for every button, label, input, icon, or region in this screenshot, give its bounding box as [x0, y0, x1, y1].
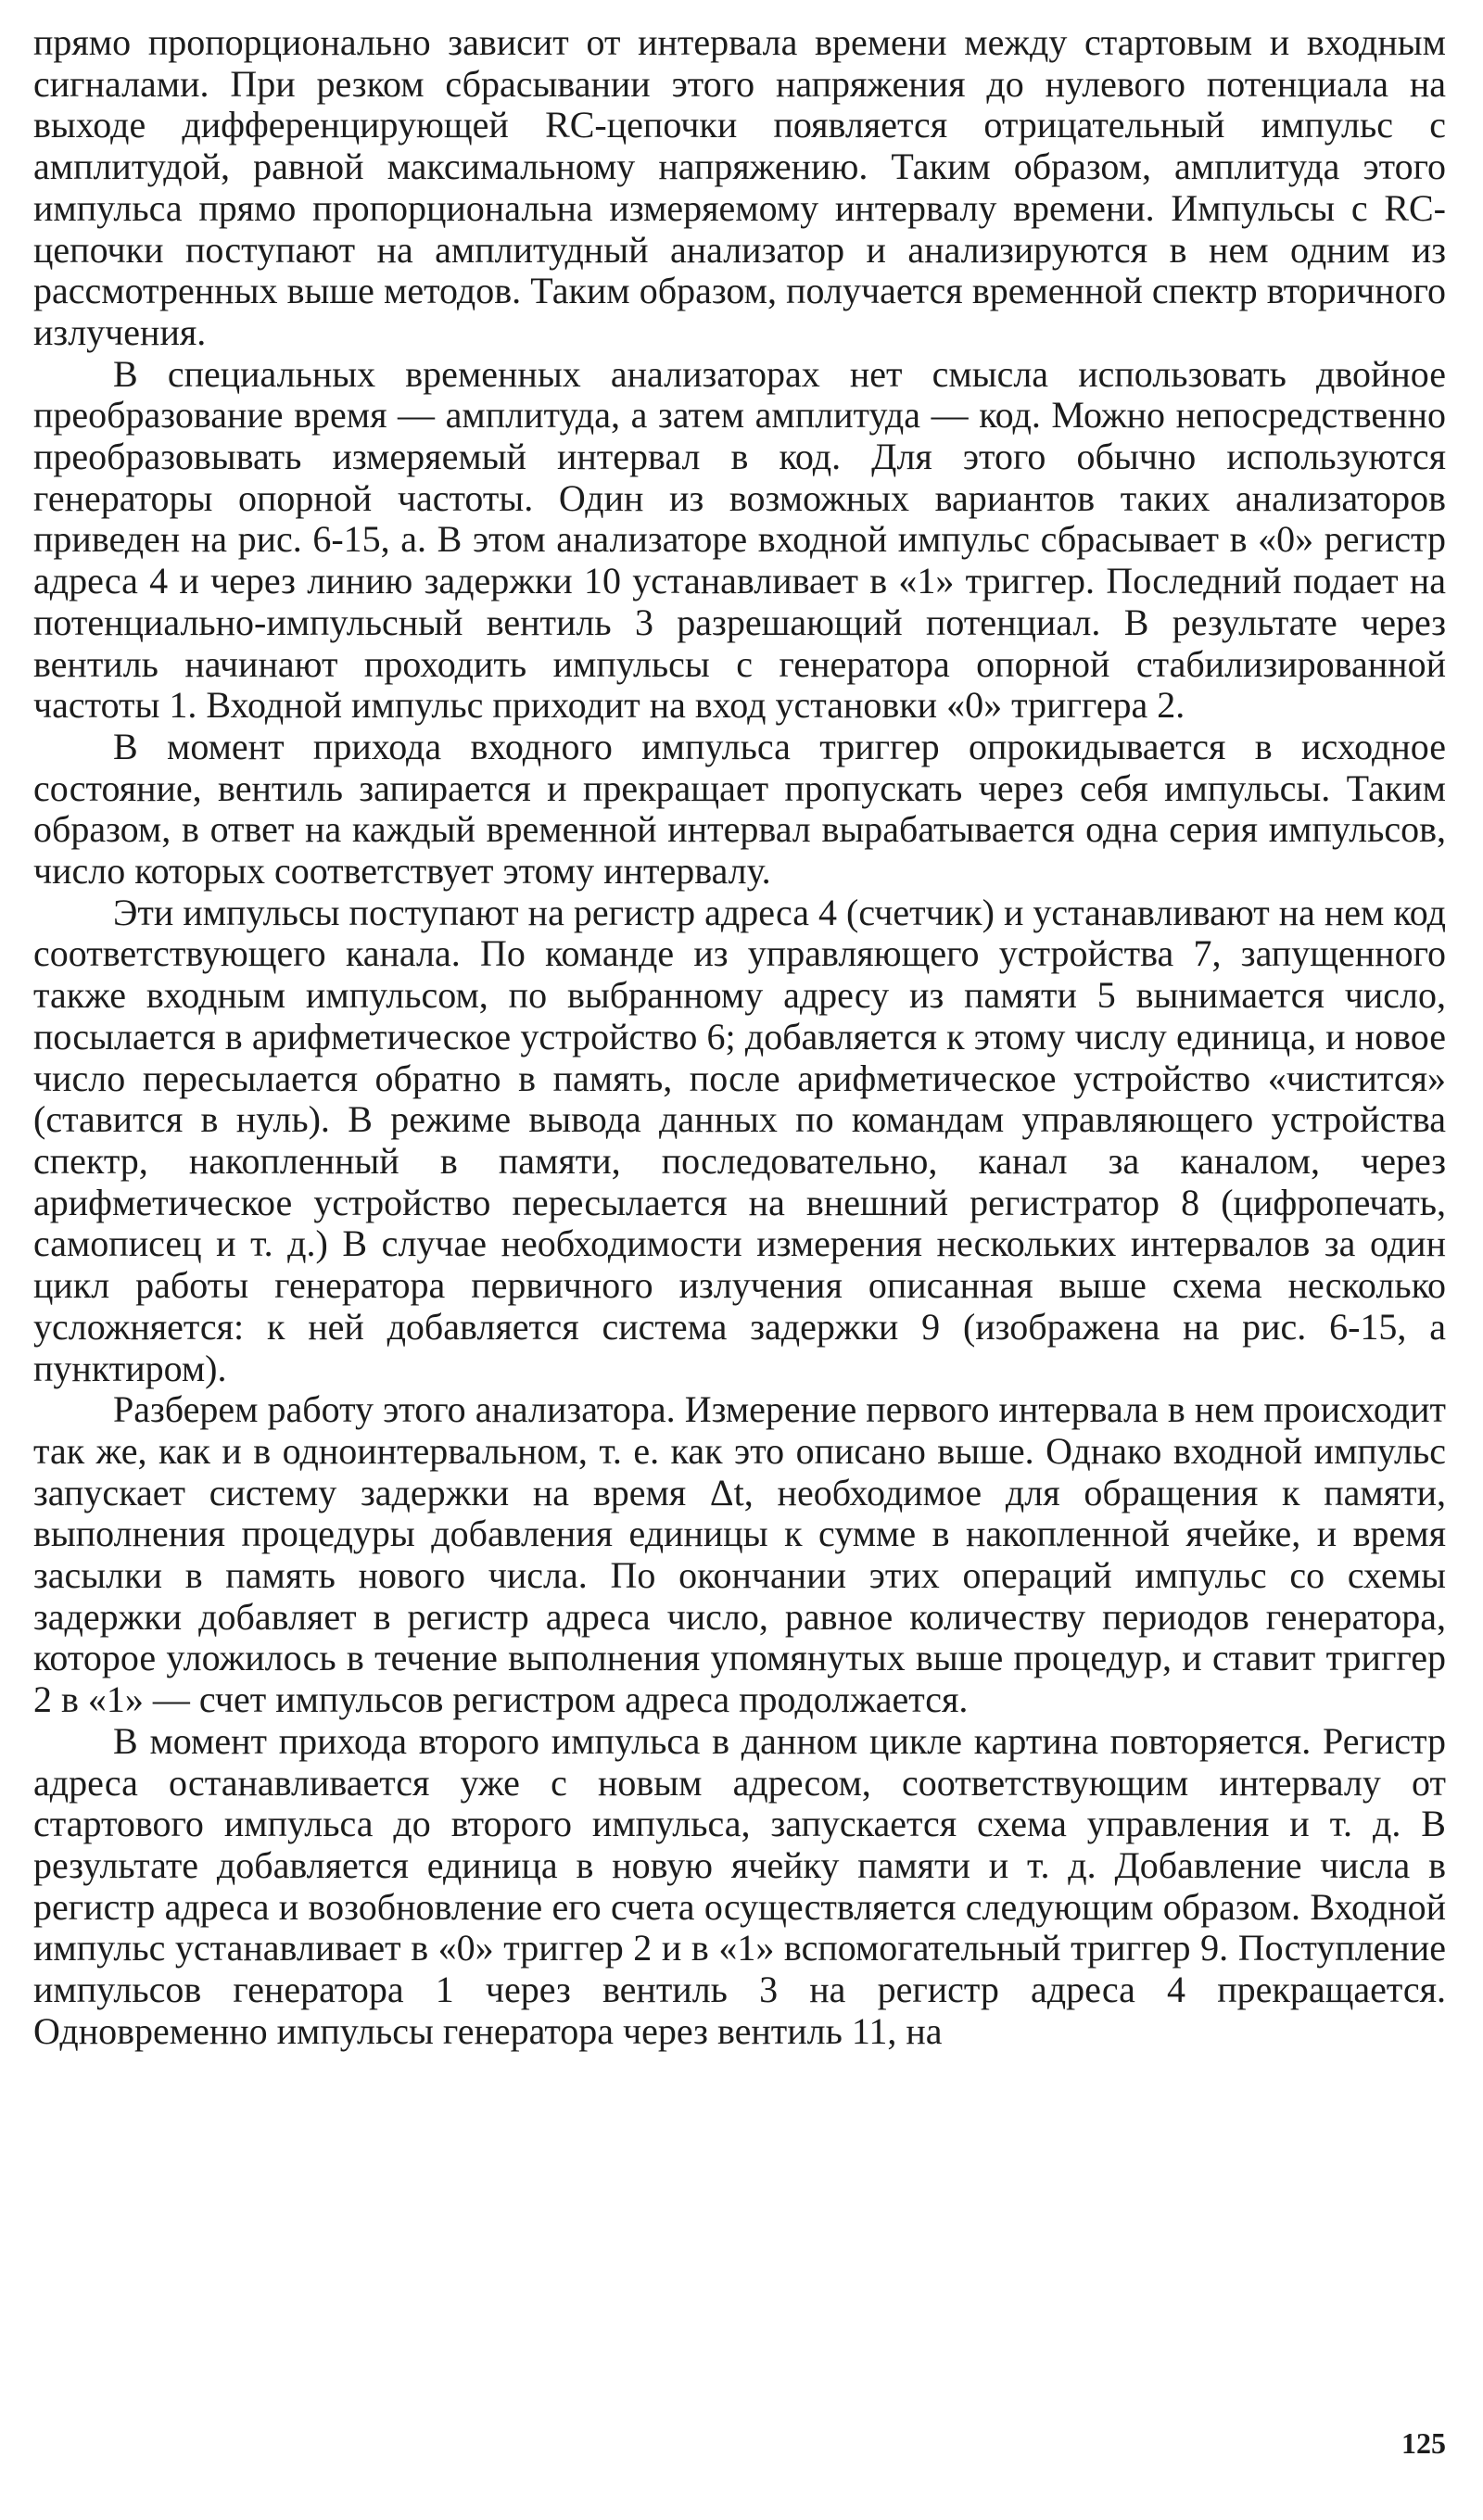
paragraph-6: В момент прихода второго импульса в данном цикле картина повторяется. Регистр адреса останавливается уже с новым адресом, соответствующим интервалу от стартового импульса до второго импульса, запускается схема управления и т. д. В результате добавляется единица в новую ячейку памяти и т. д. Добавление числа в регистр адреса и возобновление его счета осуществляется следующим образом. Входной импульс устанавливает в «0» триггер 2 и в «1» вспомогательный триггер 9. Поступление импульсов генератора 1 через вентиль 3 на регистр адреса 4 прекращается. Одновременно импульсы генератора через вентиль 11, на	[33, 1719, 1446, 2052]
paragraph-2: В специальных временных анализаторах нет смысла использовать двойное преобразование время — амплитуда, а затем амплитуда — код. Можно непосредственно преобразовывать измеряемый интервал в код. Для этого обычно используются генераторы опорной частоты. Один из возможных вариантов таких анализаторов приведен на рис. 6-15, а. В этом анализаторе входной импульс сбрасывает в «0» регистр адреса 4 и через линию задержки 10 устанавливает в «1» триггер. Последний подает на потенциально-импульсный вентиль 3 разрешающий потенциал. В результате через вентиль начинают проходить импульсы с генератора опорной стабилизированной частоты 1. Входной импульс приходит на вход установки «0» триггера 2.	[33, 352, 1446, 727]
paragraph-1: прямо пропорционально зависит от интервала времени между стартовым и входным сигналами. При резком сбрасывании этого напряжения до нулевого потенциала на выходе дифференцирующей RC-цепочки появляется отрицательный импульс с амплитудой, равной максимальному напряжению. Таким образом, амплитуда этого импульса прямо пропорциональна измеряемому интервалу времени. Импульсы с RC-цепочки поступают на амплитудный анализатор и анализируются в нем одним из рассмотренных выше методов. Таким образом, получается временной спектр вторичного излучения.	[33, 21, 1446, 353]
paragraph-4: Эти импульсы поступают на регистр адреса 4 (счетчик) и устанавливают на нем код соответствующего канала. По команде из управляющего устройства 7, запущенного также входным импульсом, по выбранному адресу из памяти 5 вынимается число, посылается в арифметическое устройство 6; добавляется к этому числу единица, и новое число пересылается обратно в память, после арифметическое устройство «чистится» (ставится в нуль). В режиме вывода данных по командам управляющего устройства спектр, накопленный в памяти, последовательно, канал за каналом, через арифметическое устройство пересылается на внешний регистратор 8 (цифропечать, самописец и т. д.) В случае необходимости измерения нескольких интервалов за один цикл работы генератора первичного излучения описанная выше схема несколько усложняется: к ней добавляется система задержки 9 (изображена на рис. 6-15, а пунктиром).	[33, 891, 1446, 1389]
page-number: 125	[1401, 2426, 1446, 2460]
body-text	[33, 22, 1446, 2052]
book-page	[33, 22, 1446, 2498]
paragraph-5: Разберем работу этого анализатора. Измерение первого интервала в нем происходит так же, как и в одноинтервальном, т. е. как это описано выше. Однако входной импульс запускает систему задержки на время Δt, необходимое для обращения к памяти, выполнения процедуры добавления единицы к сумме в накопленной ячейке, и время засылки в память нового числа. По окончании этих операций импульс со схемы задержки добавляет в регистр адреса число, равное количеству периодов генератора, которое уложилось в течение выполнения упомянутых выше процедур, и ставит триггер 2 в «1» — счет импульсов регистром адреса продолжается.	[33, 1388, 1446, 1721]
paragraph-3: В момент прихода входного импульса триггер опрокидывается в исходное состояние, вентиль запирается и прекращает пропускать через себя импульсы. Таким образом, в ответ на каждый временной интервал вырабатывается одна серия импульсов, число которых соответствует этому интервалу.	[33, 725, 1446, 893]
